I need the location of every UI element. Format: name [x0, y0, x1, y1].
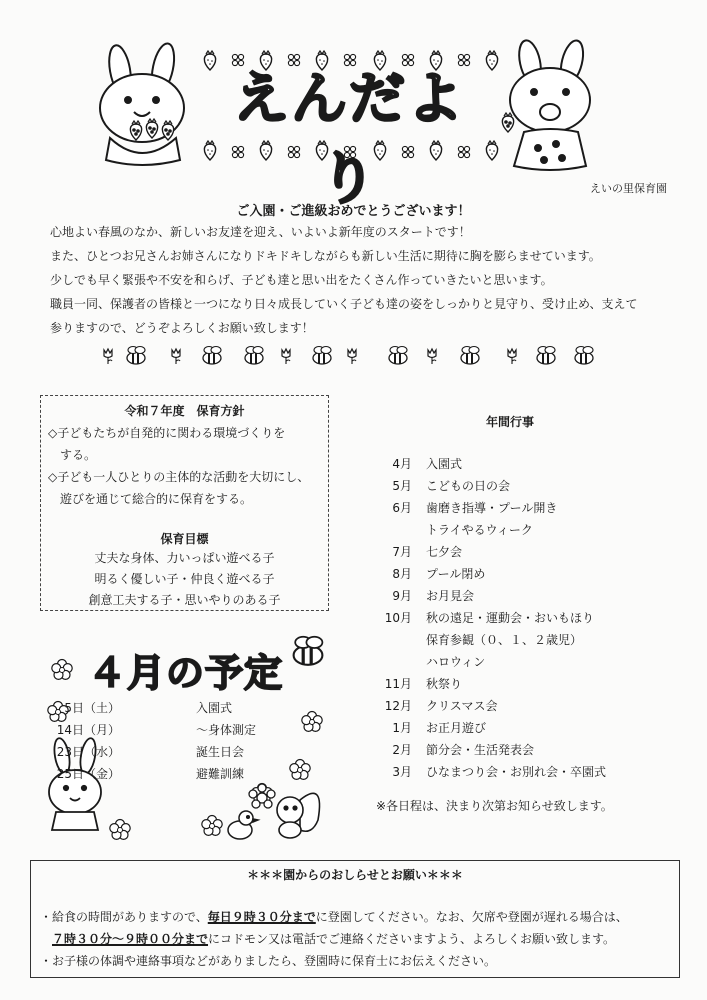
intro-line: 参りますので、どうぞよろしくお願い致します！ [50, 321, 314, 335]
schedule-date: 23日（水） [56, 745, 120, 759]
school-name: えいの里保育園 [590, 182, 667, 195]
event-text: ハロウィン [426, 655, 486, 669]
schedule-text: 入園式 [196, 701, 233, 715]
intro-line: 職員一同、保護者の皆様と一つになり日々成長していく子ども達の姿をしっかりと見守り、受け止め、支えて [50, 297, 638, 311]
event-month: 1月 [392, 721, 412, 735]
bunny-icon [100, 41, 184, 165]
event-text: お正月遊び [426, 721, 487, 735]
events-title: 年間行事 [485, 415, 534, 429]
intro-line: 少しでも早く緊張や不安を和らげ、子ども達と思い出をたくさん作っていきたいと思います。 [50, 273, 553, 287]
event-month: 7月 [392, 545, 412, 559]
goal-list [40, 548, 329, 611]
bee-flower-divider [0, 342, 707, 372]
event-month: 8月 [392, 567, 412, 581]
event-text: クリスマス会 [426, 699, 498, 713]
newsletter-title: えんだより [233, 67, 465, 212]
chick-icon [228, 811, 258, 839]
flower-icon [249, 784, 275, 808]
schedule-date: 5日（土） [64, 701, 120, 715]
event-text: お月見会 [426, 589, 475, 603]
bunny-icon [502, 38, 590, 170]
event-month: 6月 [392, 501, 412, 515]
event-text: 入園式 [426, 457, 463, 471]
event-month: 2月 [392, 743, 412, 757]
event-month: 11月 [384, 677, 412, 691]
bee-icon [104, 347, 593, 365]
schedule-text: 避難訓練 [196, 767, 245, 781]
event-text: 秋の遠足・運動会・おいもほり [426, 611, 595, 625]
schedule-date: 14日（月） [56, 723, 120, 737]
goal-title: 保育目標 [160, 532, 209, 546]
policy-item: 遊びを通じて総合的に保育をする。 [48, 492, 253, 506]
goal-item: 丈夫な身体、力いっぱい遊べる子 [94, 551, 275, 565]
notice-highlight: 毎日９時３０分まで [207, 910, 316, 924]
notice-title: ＊＊＊園からのおしらせとお願い＊＊＊ [247, 868, 463, 882]
event-text: 保育参観（０、１、２歳児） [426, 633, 583, 647]
event-month: 12月 [384, 699, 412, 713]
event-text: ひなまつり会・お別れ会・卒園式 [426, 765, 607, 779]
notice-line [40, 928, 680, 950]
event-text: プール閉め [426, 567, 486, 581]
intro-text [50, 220, 680, 340]
event-text: 節分会・生活発表会 [426, 743, 535, 757]
notice-text: に登園してください。なお、欠席や登園が遅れる場合は、 [315, 910, 628, 924]
policy-title: 令和７年度 保育方針 [124, 404, 245, 418]
event-text: 七夕会 [426, 545, 463, 559]
event-month: 5月 [392, 479, 412, 493]
schedule-text: 誕生日会 [196, 745, 245, 759]
event-text: 歯磨き指導・プール開き [426, 501, 558, 515]
event-text: トライやるウィーク [426, 523, 533, 537]
notice-list [40, 906, 680, 972]
event-month: 9月 [392, 589, 412, 603]
policy-item: ◇子ども一人ひとりの主体的な活動を大切にし、 [48, 470, 310, 484]
event-month: 10月 [384, 611, 412, 625]
notice-highlight: ７時３０分～９時００分まで [52, 932, 209, 946]
policy-list [48, 422, 328, 510]
goal-item: 明るく優しい子・仲良く遊べる子 [94, 572, 275, 586]
policy-item: ◇子どもたちが自発的に関わる環境づくりを [48, 426, 286, 440]
event-text: 秋祭り [426, 677, 463, 691]
squirrel-icon [277, 793, 320, 838]
headline: ご入園・ご進級おめでとうございます！ [236, 204, 471, 219]
notice-text: にコドモン又は電話でご連絡くださいますよう、よろしくお願い致します。 [208, 932, 616, 946]
event-month: 3月 [392, 765, 412, 779]
event-month: 4月 [392, 457, 412, 471]
april-title: ４月の予定 [88, 651, 284, 695]
bee-icon [294, 637, 323, 665]
schedule-date: 25日（金） [56, 767, 120, 781]
notice-line [40, 906, 680, 928]
event-text: こどもの日の会 [426, 479, 511, 493]
policy-item: する。 [48, 448, 97, 462]
intro-line: 心地よい春風のなか、新しいお友達を迎え、いよいよ新年度のスタートです！ [50, 225, 471, 239]
schedule-text: ～身体測定 [196, 723, 257, 737]
intro-line: また、ひとつお兄さんお姉さんになりドキドキしながらも新しい生活に期待に胸を膨らませています。 [50, 249, 601, 263]
events-note: ※各日程は、決まり次第お知らせ致します。 [376, 799, 613, 813]
goal-item: 創意工夫する子・思いやりのある子 [88, 593, 281, 607]
notice-line: ・お子様の体調や連絡事項などがありましたら、登園時に保育士にお伝えください。 [40, 954, 497, 968]
notice-text: ・給食の時間がありますので、 [40, 910, 208, 924]
